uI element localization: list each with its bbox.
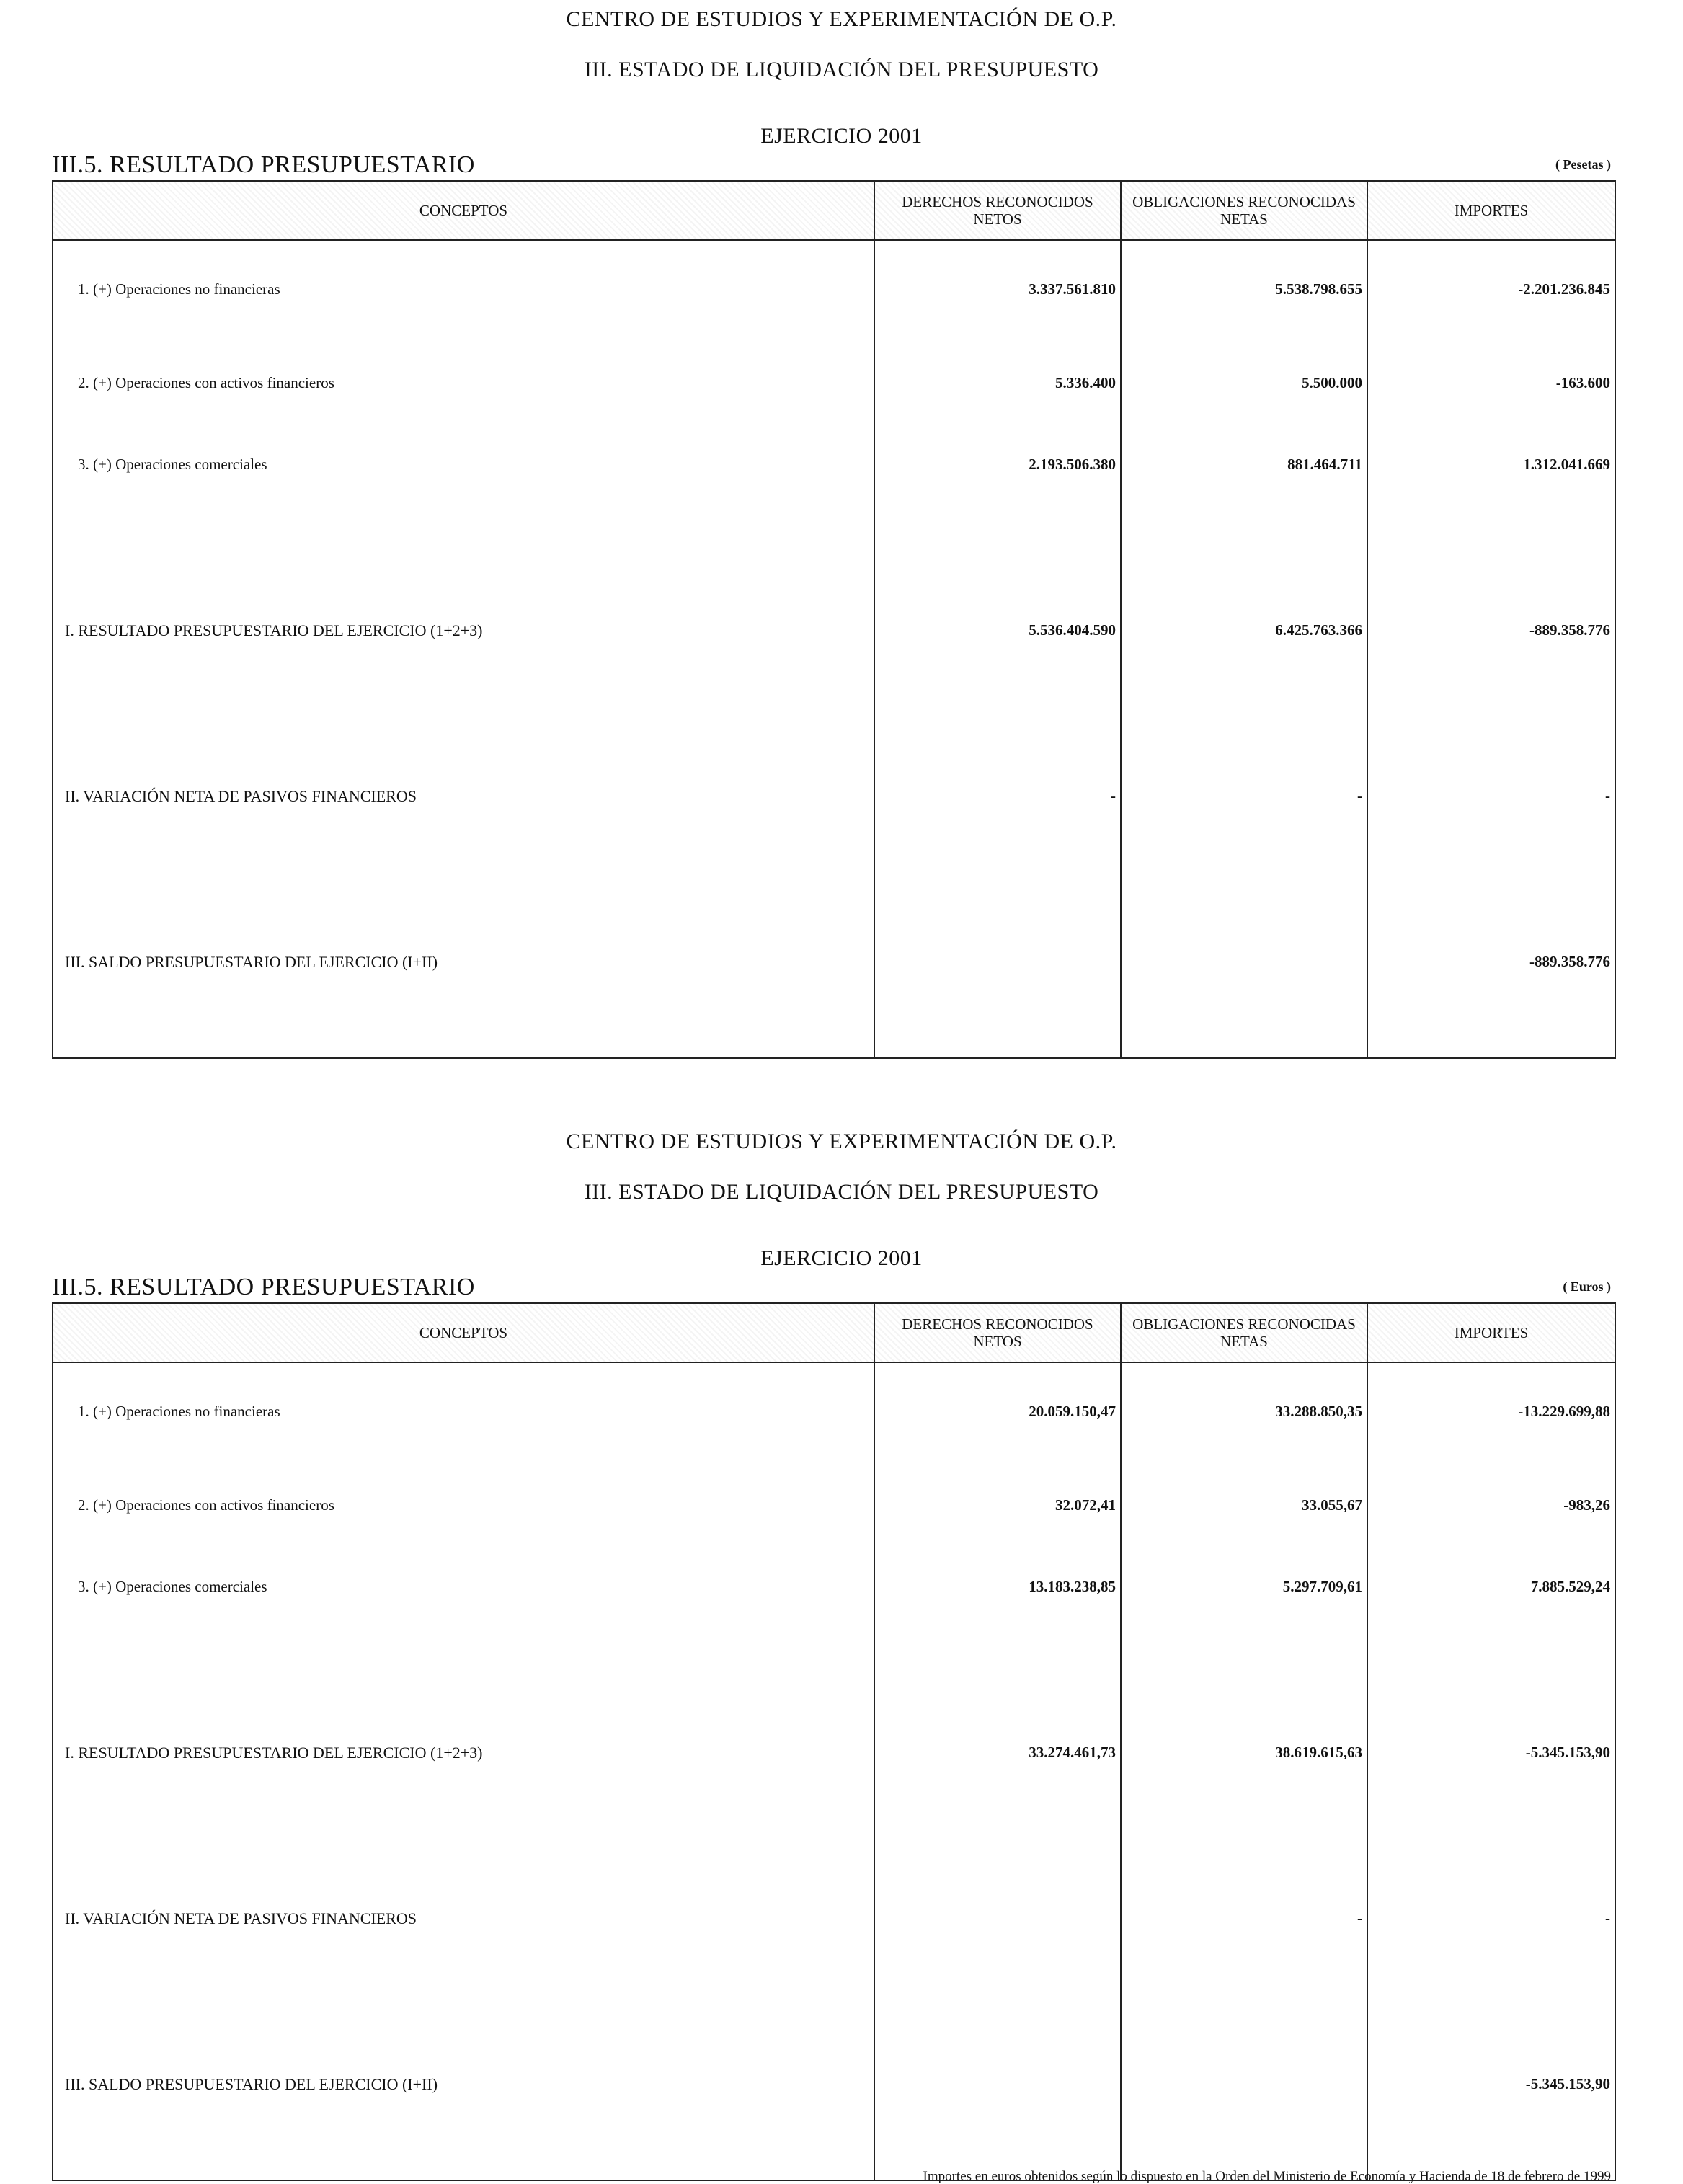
col-obligations <box>1121 181 1367 240</box>
table-row <box>53 456 1615 621</box>
row-concept: I. RESULTADO PRESUPUESTARIO DEL EJERCICIO (1+2+3) <box>53 621 874 787</box>
unit-label: ( Pesetas ) <box>1555 157 1611 172</box>
row-rights <box>874 953 1121 1058</box>
col-rights-line2: NETOS <box>973 210 1022 228</box>
row-amount: - <box>1367 787 1615 953</box>
row-amount: -13.229.699,88 <box>1367 1362 1615 1496</box>
col-amounts: IMPORTES <box>1367 181 1615 240</box>
row-amount: -889.358.776 <box>1367 621 1615 787</box>
entity-title: CENTRO DE ESTUDIOS Y EXPERIMENTACIÓN DE O.P. <box>566 1129 1117 1153</box>
row-concept: 3. (+) Operaciones comerciales <box>53 1578 874 1744</box>
entity-title: CENTRO DE ESTUDIOS Y EXPERIMENTACIÓN DE O.P. <box>566 7 1117 31</box>
col-rights <box>874 1303 1121 1362</box>
row-concept: III. SALDO PRESUPUESTARIO DEL EJERCICIO (I+II) <box>53 2075 874 2180</box>
col-concepts: CONCEPTOS <box>53 181 874 240</box>
row-amount: -5.345.153,90 <box>1367 1744 1615 1909</box>
result-table <box>52 1302 1616 2181</box>
row-rights <box>874 1909 1121 2075</box>
year-title: EJERCICIO 2001 <box>760 1246 923 1270</box>
col-obligations-line1: OBLIGACIONES RECONOCIDAS <box>1132 1315 1356 1333</box>
row-amount: -983,26 <box>1367 1496 1615 1578</box>
row-concept: III. SALDO PRESUPUESTARIO DEL EJERCICIO (I+II) <box>53 953 874 1058</box>
row-obligations <box>1121 953 1367 1058</box>
row-obligations: 33.055,67 <box>1121 1496 1367 1578</box>
row-amount: -163.600 <box>1367 374 1615 456</box>
row-obligations: 5.500.000 <box>1121 374 1367 456</box>
table-row <box>53 1578 1615 1744</box>
unit-label: ( Euros ) <box>1563 1279 1611 1294</box>
report-title: III. ESTADO DE LIQUIDACIÓN DEL PRESUPUESTO <box>584 58 1099 81</box>
table-row <box>53 1362 1615 1496</box>
row-concept: II. VARIACIÓN NETA DE PASIVOS FINANCIEROS <box>53 1909 874 2075</box>
row-concept: 1. (+) Operaciones no financieras <box>53 1362 874 1496</box>
col-rights-line1: DERECHOS RECONOCIDOS <box>902 1315 1093 1333</box>
row-rights <box>874 2075 1121 2180</box>
footnote: Importes en euros obtenidos según lo dispuesto en la Orden del Ministerio de Economía y Hacienda de 18 de febrero de 1999 <box>923 2169 1611 2184</box>
section-title: III.5. RESULTADO PRESUPUESTARIO <box>52 151 475 178</box>
table-row <box>53 1744 1615 1909</box>
col-obligations-line2: NETAS <box>1220 210 1268 228</box>
row-obligations: 38.619.615,63 <box>1121 1744 1367 1909</box>
table-row <box>53 953 1615 1058</box>
row-concept: 3. (+) Operaciones comerciales <box>53 456 874 621</box>
col-rights-line2: NETOS <box>973 1333 1022 1350</box>
table-row <box>53 1496 1615 1578</box>
row-obligations: 5.297.709,61 <box>1121 1578 1367 1744</box>
row-concept: 1. (+) Operaciones no financieras <box>53 240 874 374</box>
col-obligations <box>1121 1303 1367 1362</box>
report-title: III. ESTADO DE LIQUIDACIÓN DEL PRESUPUESTO <box>584 1180 1099 1204</box>
row-concept: II. VARIACIÓN NETA DE PASIVOS FINANCIEROS <box>53 787 874 953</box>
col-amounts: IMPORTES <box>1367 1303 1615 1362</box>
table-row <box>53 621 1615 787</box>
row-obligations: 6.425.763.366 <box>1121 621 1367 787</box>
row-rights: 20.059.150,47 <box>874 1362 1121 1496</box>
row-rights: 5.336.400 <box>874 374 1121 456</box>
table-row <box>53 1909 1615 2075</box>
table-row <box>53 787 1615 953</box>
row-rights: - <box>874 787 1121 953</box>
row-obligations: 881.464.711 <box>1121 456 1367 621</box>
row-rights: 33.274.461,73 <box>874 1744 1121 1909</box>
row-obligations: 33.288.850,35 <box>1121 1362 1367 1496</box>
row-rights: 13.183.238,85 <box>874 1578 1121 1744</box>
row-amount: -5.345.153,90 <box>1367 2075 1615 2180</box>
col-obligations-line2: NETAS <box>1220 1333 1268 1350</box>
row-amount: 7.885.529,24 <box>1367 1578 1615 1744</box>
row-obligations <box>1121 2075 1367 2180</box>
row-rights: 3.337.561.810 <box>874 240 1121 374</box>
row-amount: 1.312.041.669 <box>1367 456 1615 621</box>
table-header <box>53 1303 1615 1362</box>
row-concept: 2. (+) Operaciones con activos financieros <box>53 374 874 456</box>
row-amount: -2.201.236.845 <box>1367 240 1615 374</box>
section-title: III.5. RESULTADO PRESUPUESTARIO <box>52 1274 475 1300</box>
row-amount: - <box>1367 1909 1615 2075</box>
row-rights: 2.193.506.380 <box>874 456 1121 621</box>
col-concepts: CONCEPTOS <box>53 1303 874 1362</box>
result-table <box>52 180 1616 1059</box>
row-amount: -889.358.776 <box>1367 953 1615 1058</box>
col-rights <box>874 181 1121 240</box>
row-obligations: - <box>1121 1909 1367 2075</box>
year-title: EJERCICIO 2001 <box>760 124 923 148</box>
table-row <box>53 240 1615 374</box>
row-rights: 5.536.404.590 <box>874 621 1121 787</box>
col-rights-line1: DERECHOS RECONOCIDOS <box>902 193 1093 210</box>
col-obligations-line1: OBLIGACIONES RECONOCIDAS <box>1132 193 1356 210</box>
row-concept: I. RESULTADO PRESUPUESTARIO DEL EJERCICIO (1+2+3) <box>53 1744 874 1909</box>
table-row <box>53 374 1615 456</box>
row-obligations: - <box>1121 787 1367 953</box>
table-header <box>53 181 1615 240</box>
row-concept: 2. (+) Operaciones con activos financieros <box>53 1496 874 1578</box>
table-row <box>53 2075 1615 2180</box>
row-rights: 32.072,41 <box>874 1496 1121 1578</box>
row-obligations: 5.538.798.655 <box>1121 240 1367 374</box>
